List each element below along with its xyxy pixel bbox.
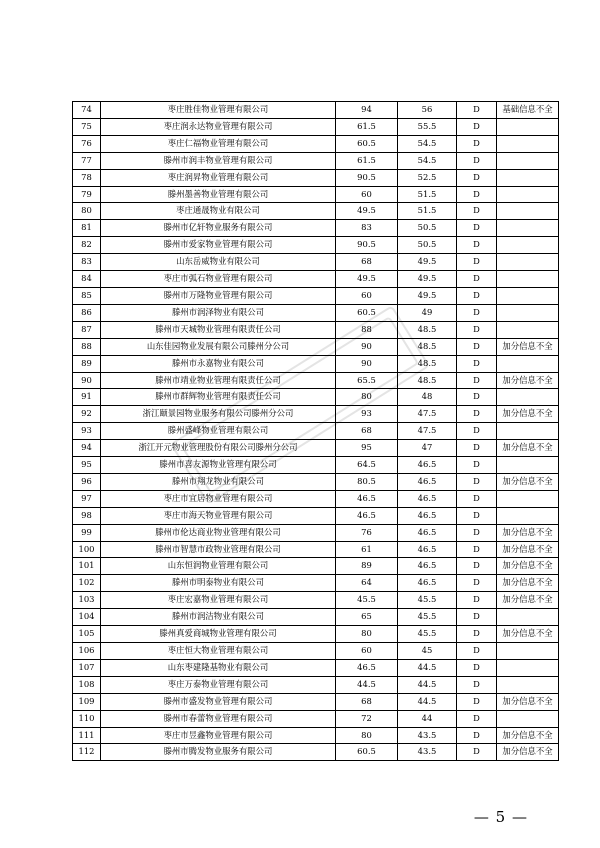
cell-note: 基础信息不全 bbox=[497, 102, 559, 119]
cell-level: D bbox=[457, 372, 497, 389]
cell-level: D bbox=[457, 152, 497, 169]
table-row bbox=[73, 676, 559, 693]
table-row bbox=[73, 152, 559, 169]
cell-score-2: 52.5 bbox=[398, 169, 457, 186]
cell-level: D bbox=[457, 727, 497, 744]
cell-score-2: 45 bbox=[398, 643, 457, 660]
cell-score-1: 49.5 bbox=[336, 271, 398, 288]
cell-score-2: 45.5 bbox=[398, 609, 457, 626]
cell-score-2: 44 bbox=[398, 710, 457, 727]
cell-level: D bbox=[457, 287, 497, 304]
table-row bbox=[73, 440, 559, 457]
cell-score-2: 43.5 bbox=[398, 744, 457, 761]
cell-score-1: 76 bbox=[336, 524, 398, 541]
cell-score-1: 60.5 bbox=[336, 304, 398, 321]
cell-company-name: 山东岳威物业有限公司 bbox=[101, 254, 336, 271]
cell-company-name: 山东佳园物业发展有限公司滕州分公司 bbox=[101, 338, 336, 355]
cell-level: D bbox=[457, 507, 497, 524]
table-body bbox=[73, 102, 559, 761]
cell-score-1: 46.5 bbox=[336, 659, 398, 676]
cell-number: 87 bbox=[73, 321, 101, 338]
cell-score-1: 64.5 bbox=[336, 457, 398, 474]
cell-score-2: 56 bbox=[398, 102, 457, 119]
cell-score-1: 68 bbox=[336, 423, 398, 440]
cell-company-name: 枣庄仁福物业管理有限公司 bbox=[101, 135, 336, 152]
table-row bbox=[73, 254, 559, 271]
cell-note: 加分信息不全 bbox=[497, 524, 559, 541]
cell-score-2: 46.5 bbox=[398, 558, 457, 575]
cell-company-name: 滕州市盛发物业管理有限公司 bbox=[101, 693, 336, 710]
cell-score-1: 68 bbox=[336, 254, 398, 271]
cell-score-2: 47 bbox=[398, 440, 457, 457]
cell-note: 加分信息不全 bbox=[497, 626, 559, 643]
cell-number: 97 bbox=[73, 490, 101, 507]
cell-score-1: 90.5 bbox=[336, 237, 398, 254]
cell-level: D bbox=[457, 710, 497, 727]
cell-score-2: 51.5 bbox=[398, 186, 457, 203]
cell-note bbox=[497, 135, 559, 152]
cell-score-2: 45.5 bbox=[398, 626, 457, 643]
cell-level: D bbox=[457, 659, 497, 676]
cell-company-name: 滕州市亿轩物业服务有限公司 bbox=[101, 220, 336, 237]
cell-score-1: 93 bbox=[336, 406, 398, 423]
cell-company-name: 滕州市靖业物业管理有限责任公司 bbox=[101, 372, 336, 389]
table-row bbox=[73, 118, 559, 135]
cell-score-1: 68 bbox=[336, 693, 398, 710]
cell-score-1: 60 bbox=[336, 186, 398, 203]
cell-level: D bbox=[457, 304, 497, 321]
cell-level: D bbox=[457, 524, 497, 541]
cell-number: 106 bbox=[73, 643, 101, 660]
cell-score-1: 90 bbox=[336, 338, 398, 355]
cell-number: 108 bbox=[73, 676, 101, 693]
cell-level: D bbox=[457, 254, 497, 271]
cell-level: D bbox=[457, 473, 497, 490]
cell-number: 90 bbox=[73, 372, 101, 389]
cell-company-name: 滕州市天城物业管理有限责任公司 bbox=[101, 321, 336, 338]
cell-score-1: 60.5 bbox=[336, 135, 398, 152]
cell-level: D bbox=[457, 558, 497, 575]
cell-score-1: 60 bbox=[336, 287, 398, 304]
cell-number: 107 bbox=[73, 659, 101, 676]
cell-company-name: 滕州真爱商城物业管理有限公司 bbox=[101, 626, 336, 643]
cell-score-2: 48 bbox=[398, 389, 457, 406]
cell-level: D bbox=[457, 338, 497, 355]
cell-level: D bbox=[457, 220, 497, 237]
cell-company-name: 枣庄润昇物业管理有限公司 bbox=[101, 169, 336, 186]
cell-score-1: 88 bbox=[336, 321, 398, 338]
cell-score-2: 44.5 bbox=[398, 659, 457, 676]
cell-number: 84 bbox=[73, 271, 101, 288]
cell-number: 76 bbox=[73, 135, 101, 152]
cell-note bbox=[497, 643, 559, 660]
cell-note: 加分信息不全 bbox=[497, 693, 559, 710]
cell-note bbox=[497, 389, 559, 406]
cell-note: 加分信息不全 bbox=[497, 338, 559, 355]
table-row bbox=[73, 237, 559, 254]
cell-score-2: 50.5 bbox=[398, 237, 457, 254]
cell-level: D bbox=[457, 237, 497, 254]
cell-number: 78 bbox=[73, 169, 101, 186]
cell-number: 110 bbox=[73, 710, 101, 727]
cell-level: D bbox=[457, 676, 497, 693]
cell-number: 94 bbox=[73, 440, 101, 457]
cell-company-name: 滕州盛峰物业管理有限公司 bbox=[101, 423, 336, 440]
cell-level: D bbox=[457, 406, 497, 423]
cell-score-1: 49.5 bbox=[336, 203, 398, 220]
cell-score-1: 44.5 bbox=[336, 676, 398, 693]
cell-score-2: 46.5 bbox=[398, 575, 457, 592]
cell-number: 91 bbox=[73, 389, 101, 406]
cell-number: 79 bbox=[73, 186, 101, 203]
cell-score-2: 43.5 bbox=[398, 727, 457, 744]
cell-company-name: 滕州市伦达商业物业管理有限公司 bbox=[101, 524, 336, 541]
cell-level: D bbox=[457, 423, 497, 440]
table-row bbox=[73, 169, 559, 186]
cell-score-2: 45.5 bbox=[398, 592, 457, 609]
cell-note: 加分信息不全 bbox=[497, 744, 559, 761]
cell-score-2: 49.5 bbox=[398, 254, 457, 271]
cell-number: 100 bbox=[73, 541, 101, 558]
cell-score-2: 46.5 bbox=[398, 457, 457, 474]
cell-level: D bbox=[457, 321, 497, 338]
cell-note bbox=[497, 423, 559, 440]
table-row bbox=[73, 473, 559, 490]
cell-score-2: 48.5 bbox=[398, 372, 457, 389]
cell-score-2: 48.5 bbox=[398, 355, 457, 372]
cell-score-2: 46.5 bbox=[398, 541, 457, 558]
cell-score-2: 47.5 bbox=[398, 423, 457, 440]
table-row bbox=[73, 389, 559, 406]
cell-company-name: 滕州市喜友源物业管理有限公司 bbox=[101, 457, 336, 474]
cell-level: D bbox=[457, 440, 497, 457]
cell-note bbox=[497, 186, 559, 203]
cell-company-name: 枣庄胜佳物业管理有限公司 bbox=[101, 102, 336, 119]
cell-number: 86 bbox=[73, 304, 101, 321]
table-row bbox=[73, 727, 559, 744]
cell-score-1: 80.5 bbox=[336, 473, 398, 490]
cell-score-1: 46.5 bbox=[336, 507, 398, 524]
cell-note bbox=[497, 659, 559, 676]
cell-score-1: 80 bbox=[336, 626, 398, 643]
cell-number: 103 bbox=[73, 592, 101, 609]
cell-level: D bbox=[457, 102, 497, 119]
cell-note: 加分信息不全 bbox=[497, 473, 559, 490]
cell-company-name: 枣庄市海天物业管理有限公司 bbox=[101, 507, 336, 524]
cell-score-1: 45.5 bbox=[336, 592, 398, 609]
table-row bbox=[73, 710, 559, 727]
table-row bbox=[73, 220, 559, 237]
cell-number: 101 bbox=[73, 558, 101, 575]
cell-number: 104 bbox=[73, 609, 101, 626]
cell-level: D bbox=[457, 744, 497, 761]
cell-score-1: 61.5 bbox=[336, 118, 398, 135]
cell-company-name: 滕州市翔龙物业有限公司 bbox=[101, 473, 336, 490]
cell-level: D bbox=[457, 457, 497, 474]
cell-level: D bbox=[457, 609, 497, 626]
cell-level: D bbox=[457, 169, 497, 186]
cell-note bbox=[497, 271, 559, 288]
cell-score-2: 48.5 bbox=[398, 338, 457, 355]
cell-number: 98 bbox=[73, 507, 101, 524]
cell-score-1: 80 bbox=[336, 727, 398, 744]
cell-note bbox=[497, 152, 559, 169]
cell-score-2: 54.5 bbox=[398, 152, 457, 169]
cell-level: D bbox=[457, 203, 497, 220]
cell-company-name: 浙江开元物业管理股份有限公司滕州分公司 bbox=[101, 440, 336, 457]
cell-score-1: 64 bbox=[336, 575, 398, 592]
table-row bbox=[73, 524, 559, 541]
cell-company-name: 滕州市润丰物业管理有限公司 bbox=[101, 152, 336, 169]
cell-number: 93 bbox=[73, 423, 101, 440]
cell-level: D bbox=[457, 643, 497, 660]
cell-note bbox=[497, 355, 559, 372]
cell-note bbox=[497, 287, 559, 304]
table-row bbox=[73, 271, 559, 288]
cell-company-name: 滕州市明泰物业有限公司 bbox=[101, 575, 336, 592]
table-row bbox=[73, 490, 559, 507]
cell-note: 加分信息不全 bbox=[497, 558, 559, 575]
cell-score-1: 90.5 bbox=[336, 169, 398, 186]
table-row bbox=[73, 423, 559, 440]
cell-company-name: 滕州市润泽物业有限公司 bbox=[101, 304, 336, 321]
cell-company-name: 滕州墨善物业管理有限公司 bbox=[101, 186, 336, 203]
cell-score-1: 65.5 bbox=[336, 372, 398, 389]
cell-score-1: 72 bbox=[336, 710, 398, 727]
cell-score-2: 54.5 bbox=[398, 135, 457, 152]
table-row bbox=[73, 507, 559, 524]
table-row bbox=[73, 406, 559, 423]
cell-company-name: 枣庄恒大物业管理有限公司 bbox=[101, 643, 336, 660]
table-row bbox=[73, 609, 559, 626]
cell-level: D bbox=[457, 355, 497, 372]
cell-note: 加分信息不全 bbox=[497, 440, 559, 457]
cell-company-name: 滕州市智慧市政物业管理有限公司 bbox=[101, 541, 336, 558]
cell-number: 88 bbox=[73, 338, 101, 355]
cell-score-2: 55.5 bbox=[398, 118, 457, 135]
cell-note: 加分信息不全 bbox=[497, 406, 559, 423]
cell-company-name: 枣庄万泰物业管理有限公司 bbox=[101, 676, 336, 693]
cell-number: 80 bbox=[73, 203, 101, 220]
cell-score-1: 80 bbox=[336, 389, 398, 406]
cell-score-2: 44.5 bbox=[398, 693, 457, 710]
table-row bbox=[73, 186, 559, 203]
cell-number: 77 bbox=[73, 152, 101, 169]
cell-score-1: 46.5 bbox=[336, 490, 398, 507]
cell-note bbox=[497, 220, 559, 237]
cell-note bbox=[497, 490, 559, 507]
cell-note bbox=[497, 237, 559, 254]
cell-note: 加分信息不全 bbox=[497, 541, 559, 558]
cell-note bbox=[497, 710, 559, 727]
cell-company-name: 滕州市爱家物业管理有限公司 bbox=[101, 237, 336, 254]
cell-company-name: 枣庄润永达物业管理有限公司 bbox=[101, 118, 336, 135]
table-row bbox=[73, 626, 559, 643]
cell-number: 75 bbox=[73, 118, 101, 135]
cell-note: 加分信息不全 bbox=[497, 372, 559, 389]
cell-number: 85 bbox=[73, 287, 101, 304]
cell-note bbox=[497, 254, 559, 271]
cell-number: 109 bbox=[73, 693, 101, 710]
cell-level: D bbox=[457, 626, 497, 643]
cell-score-1: 65 bbox=[336, 609, 398, 626]
cell-score-1: 94 bbox=[336, 102, 398, 119]
cell-company-name: 滕州市腾发物业服务有限公司 bbox=[101, 744, 336, 761]
cell-score-2: 51.5 bbox=[398, 203, 457, 220]
cell-company-name: 枣庄市宜居物业管理有限公司 bbox=[101, 490, 336, 507]
cell-score-1: 60.5 bbox=[336, 744, 398, 761]
cell-note bbox=[497, 321, 559, 338]
table-row bbox=[73, 135, 559, 152]
cell-level: D bbox=[457, 389, 497, 406]
cell-score-2: 49.5 bbox=[398, 287, 457, 304]
cell-note bbox=[497, 203, 559, 220]
cell-score-1: 95 bbox=[336, 440, 398, 457]
cell-level: D bbox=[457, 541, 497, 558]
cell-number: 102 bbox=[73, 575, 101, 592]
cell-company-name: 枣庄市弧石物业管理有限公司 bbox=[101, 271, 336, 288]
cell-company-name: 枣庄宏嘉物业管理有限公司 bbox=[101, 592, 336, 609]
table-row bbox=[73, 558, 559, 575]
cell-score-2: 46.5 bbox=[398, 490, 457, 507]
table-row bbox=[73, 592, 559, 609]
table-row bbox=[73, 321, 559, 338]
table-row bbox=[73, 372, 559, 389]
cell-number: 112 bbox=[73, 744, 101, 761]
cell-score-1: 90 bbox=[336, 355, 398, 372]
cell-company-name: 滕州市春蕾物业管理有限公司 bbox=[101, 710, 336, 727]
cell-number: 105 bbox=[73, 626, 101, 643]
cell-note bbox=[497, 457, 559, 474]
cell-score-2: 49 bbox=[398, 304, 457, 321]
cell-number: 96 bbox=[73, 473, 101, 490]
cell-score-2: 44.5 bbox=[398, 676, 457, 693]
rating-table bbox=[72, 101, 559, 761]
cell-company-name: 山东枣建隆基物业有限公司 bbox=[101, 659, 336, 676]
cell-note bbox=[497, 169, 559, 186]
cell-score-1: 83 bbox=[336, 220, 398, 237]
cell-score-2: 46.5 bbox=[398, 507, 457, 524]
cell-note bbox=[497, 507, 559, 524]
cell-company-name: 滕州市万隆物业管理有限公司 bbox=[101, 287, 336, 304]
cell-note: 加分信息不全 bbox=[497, 727, 559, 744]
cell-score-2: 46.5 bbox=[398, 473, 457, 490]
table-row bbox=[73, 102, 559, 119]
cell-company-name: 枣庄市昱鑫物业管理有限公司 bbox=[101, 727, 336, 744]
cell-company-name: 滕州市润洁物业有限公司 bbox=[101, 609, 336, 626]
table-row bbox=[73, 304, 559, 321]
cell-score-2: 46.5 bbox=[398, 524, 457, 541]
table-row bbox=[73, 744, 559, 761]
cell-note bbox=[497, 676, 559, 693]
cell-score-1: 89 bbox=[336, 558, 398, 575]
cell-note bbox=[497, 118, 559, 135]
cell-company-name: 滕州市群辉物业管理有限责任公司 bbox=[101, 389, 336, 406]
cell-level: D bbox=[457, 118, 497, 135]
cell-company-name: 山东恒润物业管理有限公司 bbox=[101, 558, 336, 575]
cell-note bbox=[497, 304, 559, 321]
table-row bbox=[73, 355, 559, 372]
cell-level: D bbox=[457, 186, 497, 203]
cell-level: D bbox=[457, 592, 497, 609]
cell-level: D bbox=[457, 271, 497, 288]
cell-number: 92 bbox=[73, 406, 101, 423]
table-row bbox=[73, 541, 559, 558]
cell-number: 74 bbox=[73, 102, 101, 119]
table-row bbox=[73, 693, 559, 710]
table-row bbox=[73, 457, 559, 474]
cell-level: D bbox=[457, 693, 497, 710]
cell-note bbox=[497, 609, 559, 626]
cell-number: 89 bbox=[73, 355, 101, 372]
page-number: — 5 — bbox=[473, 808, 528, 826]
cell-level: D bbox=[457, 575, 497, 592]
table-row bbox=[73, 575, 559, 592]
cell-number: 95 bbox=[73, 457, 101, 474]
table-row bbox=[73, 203, 559, 220]
cell-score-1: 60 bbox=[336, 643, 398, 660]
cell-level: D bbox=[457, 490, 497, 507]
cell-note: 加分信息不全 bbox=[497, 575, 559, 592]
cell-note: 加分信息不全 bbox=[497, 592, 559, 609]
cell-level: D bbox=[457, 135, 497, 152]
cell-score-1: 61 bbox=[336, 541, 398, 558]
cell-number: 99 bbox=[73, 524, 101, 541]
cell-number: 82 bbox=[73, 237, 101, 254]
cell-score-1: 61.5 bbox=[336, 152, 398, 169]
cell-score-2: 47.5 bbox=[398, 406, 457, 423]
cell-company-name: 滕州市永嘉物业有限公司 bbox=[101, 355, 336, 372]
table-row bbox=[73, 338, 559, 355]
table-row bbox=[73, 643, 559, 660]
cell-number: 81 bbox=[73, 220, 101, 237]
cell-score-2: 49.5 bbox=[398, 271, 457, 288]
cell-score-2: 50.5 bbox=[398, 220, 457, 237]
cell-score-2: 48.5 bbox=[398, 321, 457, 338]
cell-company-name: 枣庄通晟物业有限公司 bbox=[101, 203, 336, 220]
cell-company-name: 浙江颐景园物业服务有限公司滕州分公司 bbox=[101, 406, 336, 423]
cell-number: 83 bbox=[73, 254, 101, 271]
cell-number: 111 bbox=[73, 727, 101, 744]
table-row bbox=[73, 287, 559, 304]
table-row bbox=[73, 659, 559, 676]
